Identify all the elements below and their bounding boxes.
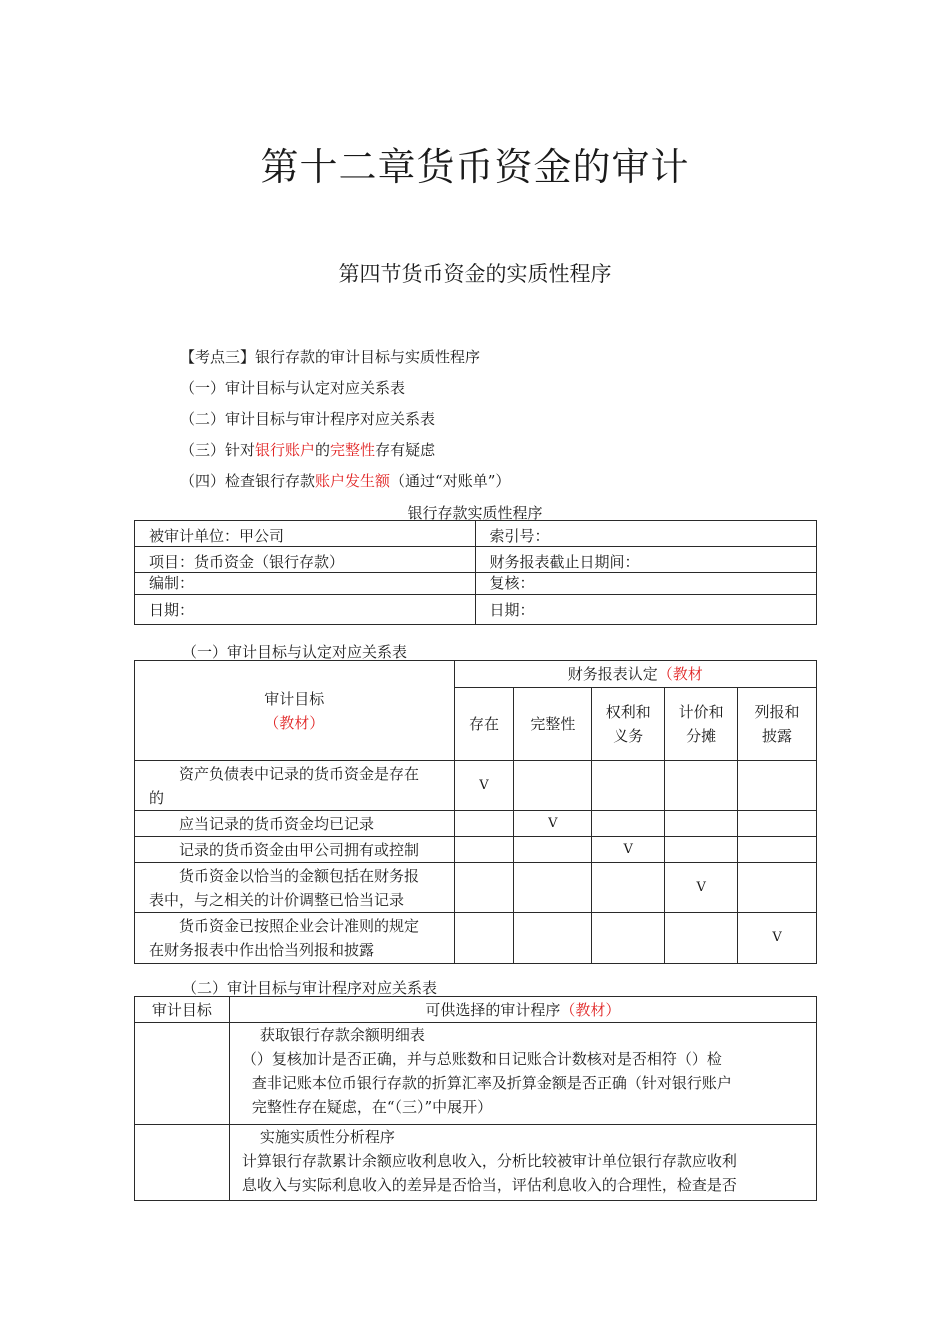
project: 项目：货币资金（银行存款） bbox=[135, 547, 476, 573]
outline-item-3 bbox=[180, 439, 435, 460]
col-presentation-l1: 列报和 bbox=[754, 703, 800, 721]
col-valuation-l2: 分摊 bbox=[686, 727, 717, 745]
table-row bbox=[135, 761, 817, 811]
assertions-note: （教材 bbox=[657, 665, 703, 683]
tick-mark: V bbox=[665, 863, 738, 913]
chapter-title: 第十二章货币资金的审计 bbox=[260, 145, 690, 189]
outline-item-4-text: （四）检查银行存款 bbox=[180, 472, 316, 490]
goal-header-note: （教材） bbox=[264, 713, 325, 732]
table-row bbox=[135, 1023, 817, 1125]
prepared-by: 编制： bbox=[135, 573, 476, 595]
goal-cell bbox=[135, 837, 455, 863]
col-presentation bbox=[738, 688, 817, 761]
procedure-cell bbox=[229, 1125, 816, 1201]
header-table-caption: 银行存款实质性程序 bbox=[407, 504, 543, 522]
goal-cell bbox=[135, 761, 455, 811]
highlight-completeness: 完整性 bbox=[330, 441, 376, 459]
col-rights bbox=[592, 688, 665, 761]
procedure-title: 实施实质性分析程序 bbox=[259, 1128, 395, 1146]
col-completeness: 完整性 bbox=[514, 688, 592, 761]
goal-line: 的 bbox=[149, 788, 165, 807]
outline-item-3-text: （三）针对 bbox=[180, 441, 256, 459]
goal-header: 审计目标 bbox=[264, 689, 325, 708]
procedure-text: 查非记账本位币银行存款的折算汇率及折算金额是否正确（针对银行账户 bbox=[251, 1074, 732, 1092]
outline-item-3-text: 的 bbox=[315, 441, 331, 459]
date-prepared: 日期： bbox=[135, 595, 476, 625]
outline-item-4 bbox=[180, 470, 510, 491]
tick-mark: V bbox=[454, 761, 514, 811]
goal-line: 应当记录的货币资金均已记录 bbox=[179, 814, 375, 833]
assertion-table bbox=[134, 660, 817, 964]
tick-mark: V bbox=[514, 811, 592, 837]
table-row bbox=[135, 1125, 817, 1201]
col-valuation-l1: 计价和 bbox=[678, 703, 724, 721]
procedure-cell bbox=[229, 1023, 816, 1125]
outline-item-3-text: 存有疑虑 bbox=[375, 441, 436, 459]
assertions-header: 财务报表认定 bbox=[567, 665, 658, 683]
header-table bbox=[134, 520, 817, 625]
report-period: 财务报表截止日期间： bbox=[475, 547, 817, 573]
tick-mark: V bbox=[592, 837, 665, 863]
audited-unit: 被审计单位：甲公司 bbox=[135, 521, 476, 547]
index-number: 索引号： bbox=[475, 521, 817, 547]
col-presentation-l2: 披露 bbox=[762, 727, 793, 745]
section-title: 第四节货币资金的实质性程序 bbox=[338, 262, 612, 286]
goal-line: 表中，与之相关的计价调整已恰当记录 bbox=[149, 890, 405, 909]
highlight-account-amount: 账户发生额 bbox=[315, 472, 391, 490]
goal-header: 审计目标 bbox=[135, 997, 230, 1023]
highlight-bank-account: 银行账户 bbox=[255, 441, 316, 459]
tick-mark: V bbox=[738, 913, 817, 964]
outline-item-4-text: （通过“对账单”） bbox=[390, 472, 511, 490]
goal-cell bbox=[135, 913, 455, 964]
procedure-text: 完整性存在疑虑，在“（三）”中展开） bbox=[251, 1098, 493, 1116]
goal-line: 记录的货币资金由甲公司拥有或控制 bbox=[179, 840, 420, 859]
procedure-title: 获取银行存款余额明细表 bbox=[259, 1026, 425, 1044]
goal-line: 资产负债表中记录的货币资金是存在 bbox=[179, 764, 420, 783]
goal-header-cell bbox=[135, 661, 455, 761]
col-rights-l1: 权利和 bbox=[605, 703, 651, 721]
col-rights-l2: 义务 bbox=[613, 727, 644, 745]
table-row bbox=[135, 863, 817, 913]
date-reviewed: 日期： bbox=[475, 595, 817, 625]
goal-cell bbox=[135, 863, 455, 913]
outline-item-1: （一）审计目标与认定对应关系表 bbox=[180, 379, 406, 397]
procedure-text: 计算银行存款累计余额应收利息收入，分析比较被审计单位银行存款应收利 bbox=[241, 1152, 737, 1170]
procedure-table bbox=[134, 996, 817, 1201]
procedure-header-note: （教材） bbox=[560, 1000, 621, 1019]
procedure-text: （）复核加计是否正确，并与总账数和日记账合计数核对是否相符（）检 bbox=[241, 1050, 722, 1068]
table-row bbox=[135, 913, 817, 964]
procedure-text: 息收入与实际利息收入的差异是否恰当，评估利息收入的合理性，检查是否 bbox=[241, 1176, 737, 1194]
assertions-header-cell bbox=[454, 661, 816, 688]
table-row bbox=[135, 811, 817, 837]
outline-item-2: （二）审计目标与审计程序对应关系表 bbox=[180, 410, 436, 428]
col-existence: 存在 bbox=[454, 688, 514, 761]
table-row bbox=[135, 837, 817, 863]
reviewed-by: 复核： bbox=[475, 573, 817, 595]
goal-line: 在财务报表中作出恰当列报和披露 bbox=[149, 941, 375, 959]
goal-line: 货币资金已按照企业会计准则的规定 bbox=[179, 917, 420, 935]
table1-caption: （一）审计目标与认定对应关系表 bbox=[182, 643, 408, 661]
col-valuation bbox=[665, 688, 738, 761]
kaodian-heading: 【考点三】银行存款的审计目标与实质性程序 bbox=[180, 348, 481, 366]
goal-cell bbox=[135, 811, 455, 837]
table2-caption: （二）审计目标与审计程序对应关系表 bbox=[182, 979, 438, 997]
goal-line: 货币资金以恰当的金额包括在财务报 bbox=[179, 866, 420, 885]
procedure-header: 可供选择的审计程序 bbox=[425, 1000, 561, 1019]
procedure-header-cell bbox=[229, 997, 816, 1023]
